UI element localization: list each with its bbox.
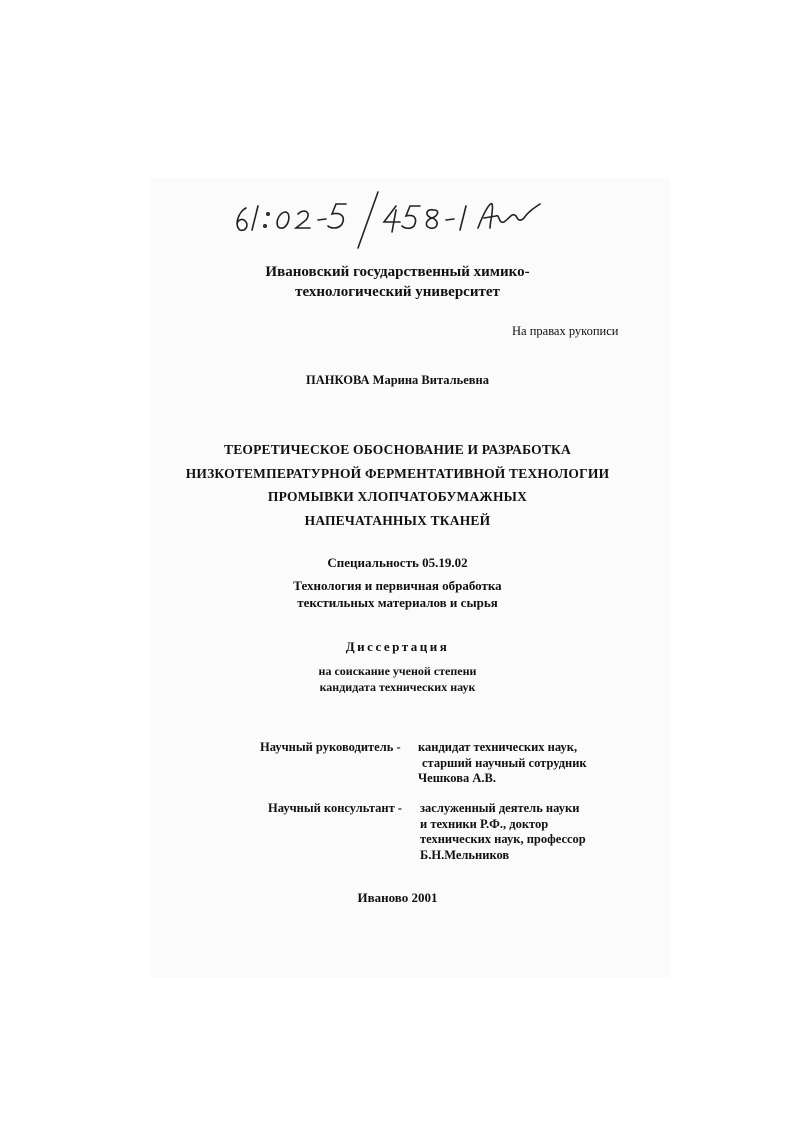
consultant-role: Научный консультант - (268, 801, 403, 815)
title-line: ТЕОРЕТИЧЕСКОЕ ОБОСНОВАНИЕ И РАЗРАБОТКА (224, 442, 571, 457)
consultant-line: заслуженный деятель науки (420, 801, 580, 815)
supervisor-details (418, 740, 587, 787)
specialty-block (0, 554, 795, 611)
dissertation-purpose (0, 663, 795, 695)
dissertation-block (0, 638, 795, 695)
city-year: Иваново 2001 (357, 890, 438, 905)
dissertation-title (0, 438, 795, 532)
supervisor-line: кандидат технических наук, (418, 740, 578, 754)
consultant-line: и техники Р.Ф., доктор (420, 816, 549, 831)
supervisor-role: Научный руководитель - (260, 740, 401, 754)
purpose-line: на соискание ученой степени (318, 664, 477, 678)
supervisor-line: старший научный сотрудник (422, 755, 587, 770)
title-line: ПРОМЫВКИ ХЛОПЧАТОБУМАЖНЫХ (267, 489, 528, 504)
purpose-line: кандидата технических наук (319, 680, 476, 694)
consultant-line: технических наук, профессор (420, 832, 586, 846)
title-line: НАПЕЧАТАННЫХ ТКАНЕЙ (304, 512, 491, 528)
specialty-code: Специальность 05.19.02 (327, 555, 468, 570)
specialty-name-line: текстильных материалов и сырья (297, 595, 498, 610)
university-name (0, 262, 795, 302)
supervisor-name: Чешкова А.В. (418, 771, 496, 785)
author-name: ПАНКОВА Марина Витальевна (306, 373, 489, 387)
specialty-name-line: Технология и первичная обработка (293, 578, 502, 593)
dissertation-heading: Диссертация (345, 639, 450, 654)
title-line: НИЗКОТЕМПЕРАТУРНОЙ ФЕРМЕНТАТИВНОЙ ТЕХНОЛОГИИ (185, 465, 610, 481)
university-line-2: технологический университет (295, 284, 500, 300)
handwritten-archive-stamp (228, 182, 548, 252)
consultant-details (420, 801, 586, 863)
university-line-1: Ивановский государственный химико- (265, 264, 530, 280)
manuscript-rights-note: На правах рукописи (512, 324, 619, 338)
consultant-name: Б.Н.Мельников (420, 847, 510, 862)
